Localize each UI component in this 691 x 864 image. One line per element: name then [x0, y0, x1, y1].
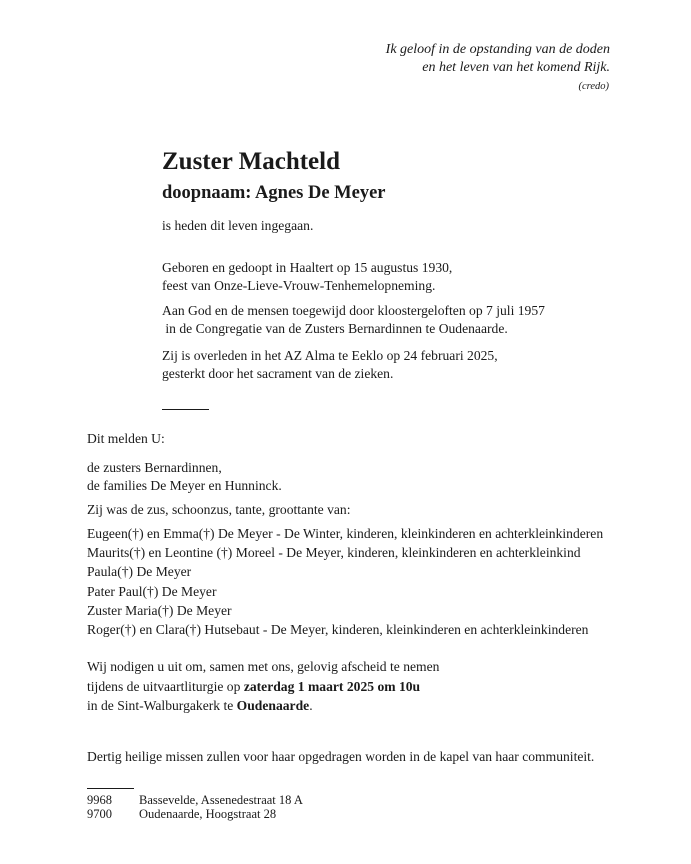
- funeral-date: zaterdag 1 maart 2025 om 10u: [243, 678, 421, 694]
- quote-line-1: Ik geloof in de opstanding van de doden: [385, 42, 610, 57]
- death-line-1: Zij is overleden in het AZ Alma te Eeklo op 24 februari 2025,: [162, 348, 498, 363]
- relation-text: Zij was de zus, schoonzus, tante, groottante van:: [87, 502, 351, 517]
- death-line-2: gesterkt door het sacrament van de zieken.: [162, 366, 394, 381]
- quote-source: (credo): [578, 81, 609, 92]
- street-address: Bassevelde, Assenedestraat 18 A: [139, 793, 303, 807]
- relative-item: Roger(†) en Clara(†) Hutsebaut - De Meyer, kinderen, kleinkinderen en achterkleinkinderen: [87, 622, 589, 638]
- announcement-heading: Dit melden U:: [87, 431, 165, 446]
- intro-text: is heden dit leven ingegaan.: [162, 218, 314, 233]
- relative-item: Paula(†) De Meyer: [87, 564, 192, 580]
- birth-line-2: feest van Onze-Lieve-Vrouw-Tenhemelopneming.: [162, 278, 436, 293]
- invitation-line-2-text: tijdens de uitvaartliturgie op: [87, 678, 244, 694]
- postal-code: 9700: [87, 807, 112, 821]
- credo-quote: [386, 41, 610, 77]
- section-divider: [162, 409, 209, 410]
- invitation-line-3-end: .: [309, 698, 313, 713]
- quote-line-2: en het leven van het komend Rijk.: [422, 60, 610, 75]
- death-text: [162, 347, 498, 383]
- invitation-line-3: [87, 696, 439, 716]
- relative-item: Eugeen(†) en Emma(†) De Meyer - De Winter, kinderen, kleinkinderen en achterkleinkinderen: [87, 526, 604, 541]
- invitation-line-2: [87, 677, 439, 697]
- relatives-list: [87, 524, 603, 639]
- announcement-line-2: de families De Meyer en Hunninck.: [87, 478, 282, 493]
- invitation-line-1: Wij nodigen u uit om, samen met ons, gelovig afscheid te nemen: [87, 659, 440, 674]
- masses-text: Dertig heilige missen zullen voor haar opgedragen worden in de kapel van haar communiteit.: [87, 749, 595, 764]
- relative-item: Maurits(†) en Leontine (†) Moreel - De Meyer, kinderen, kleinkinderen en achterkleinkind: [87, 545, 581, 561]
- page-title: Zuster Machteld: [162, 148, 340, 175]
- vows-line-2: in de Congregatie van de Zusters Bernardinnen te Oudenaarde.: [162, 321, 508, 336]
- invitation-line-3-text: in de Sint-Walburgakerk te: [87, 698, 237, 713]
- announcement-line-1: de zusters Bernardinnen,: [87, 460, 222, 475]
- funeral-invitation: [87, 657, 439, 716]
- address-row: [87, 793, 303, 807]
- birth-text: [162, 259, 452, 295]
- announcement-families: [87, 459, 282, 495]
- relative-item: Pater Paul(†) De Meyer: [87, 583, 217, 599]
- vows-line-1: Aan God en de mensen toegewijd door kloostergeloften op 7 juli 1957: [162, 303, 545, 318]
- street-address: Oudenaarde, Hoogstraat 28: [139, 807, 277, 821]
- birth-line-1: Geboren en gedoopt in Haaltert op 15 augustus 1930,: [162, 260, 453, 275]
- baptismal-name: doopnaam: Agnes De Meyer: [162, 183, 386, 203]
- address-divider: [87, 788, 134, 789]
- vows-text: [162, 302, 545, 338]
- relative-item: Zuster Maria(†) De Meyer: [87, 602, 232, 618]
- postal-code: 9968: [87, 793, 112, 807]
- address-row: [87, 807, 276, 821]
- funeral-city: Oudenaarde: [236, 698, 310, 713]
